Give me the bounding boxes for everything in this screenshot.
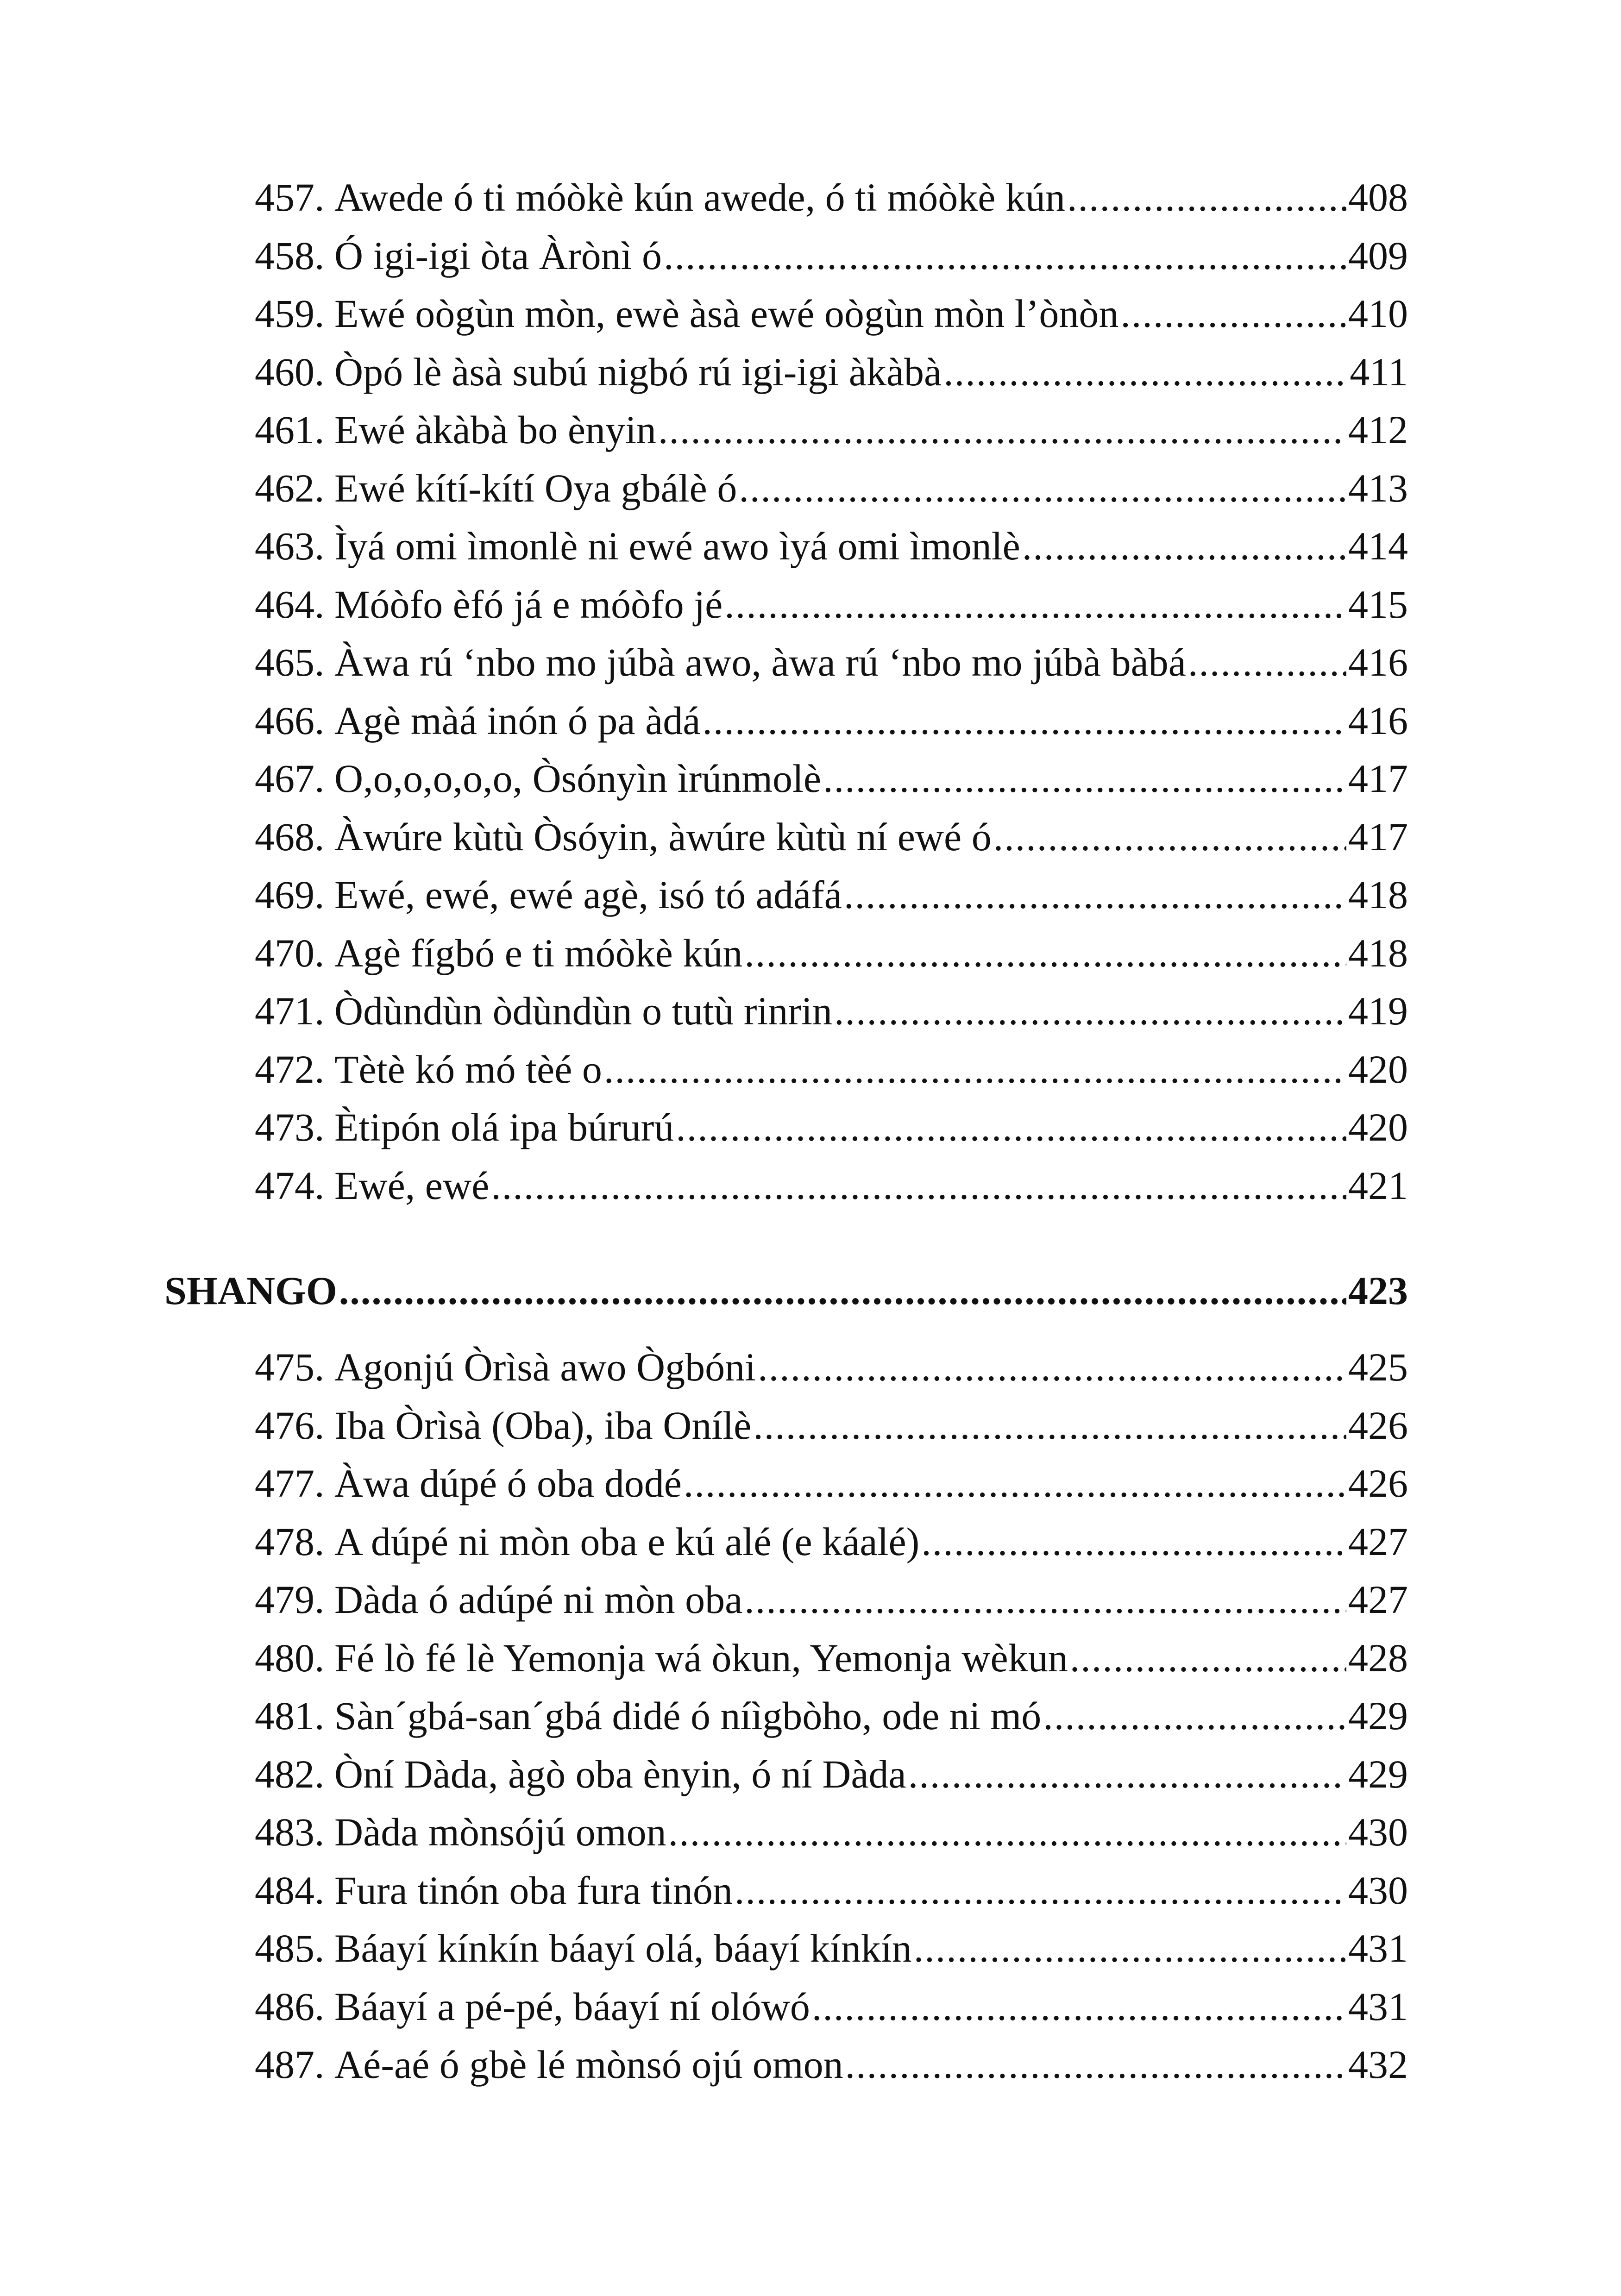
toc-list-bottom: [164, 1338, 1408, 2094]
toc-entry: [255, 1455, 1408, 1513]
entry-number: 465.: [255, 640, 325, 684]
toc-entry: [255, 692, 1408, 750]
entry-title: Fura tinón oba fura tinón: [334, 1868, 733, 1913]
entry-page-number: 430: [1348, 1810, 1408, 1854]
entry-page-number: 427: [1348, 1519, 1408, 1564]
entry-page-number: 430: [1348, 1868, 1408, 1913]
dot-leader: [664, 227, 1346, 285]
entry-number: 459.: [255, 291, 325, 336]
dot-leader: [943, 343, 1348, 401]
dot-leader: [993, 808, 1346, 866]
toc-list-top: [164, 169, 1408, 1215]
dot-leader: [684, 1455, 1346, 1513]
entry-number: 473.: [255, 1105, 325, 1149]
entry-title: Aé-aé ó gbè lé mònsó ojú omon: [334, 2042, 843, 2087]
entry-page-number: 413: [1348, 465, 1408, 510]
dot-leader: [1070, 1629, 1346, 1687]
entry-title: Ewé oògùn mòn, ewè àsà ewé oògùn mòn l’ònòn: [334, 291, 1119, 336]
entry-title: Dàda ó adúpé ni mòn oba: [334, 1577, 743, 1622]
entry-page-number: 420: [1348, 1047, 1408, 1092]
toc-entry: [255, 1571, 1408, 1629]
toc-entry: [255, 982, 1408, 1041]
dot-leader: [1043, 1687, 1346, 1745]
entry-page-number: 421: [1348, 1163, 1408, 1208]
dot-leader: [658, 401, 1346, 459]
entry-page-number: 431: [1348, 1926, 1408, 1970]
entry-number: 466.: [255, 698, 325, 743]
dot-leader: [834, 982, 1346, 1041]
dot-leader: [1067, 169, 1346, 227]
toc-entry: [255, 1687, 1408, 1745]
entry-number: 485.: [255, 1926, 325, 1970]
toc-entry: [255, 576, 1408, 634]
entry-title: Tètè kó mó tèé o: [334, 1047, 602, 1092]
toc-entry: [255, 1920, 1408, 1978]
entry-title: Ètipón olá ipa búrurú: [334, 1105, 674, 1149]
toc-entry: [255, 924, 1408, 983]
entry-page-number: 431: [1348, 1984, 1408, 2029]
entry-number: 461.: [255, 408, 325, 452]
entry-title: Òpó lè àsà subú nigbó rú igi-igi àkàbà: [334, 349, 942, 394]
toc-entry: [255, 1041, 1408, 1099]
entry-title: Agè fígbó e ti móòkè kún: [334, 930, 743, 975]
entry-title: A dúpé ni mòn oba e kú alé (e káalé): [334, 1519, 920, 1564]
toc-entry: [255, 227, 1408, 285]
toc-entry: [255, 1862, 1408, 1920]
dot-leader: [1188, 634, 1346, 692]
dot-leader: [908, 1745, 1346, 1804]
dot-leader: [1022, 517, 1346, 576]
toc-entry: [255, 1157, 1408, 1215]
section-heading-shango: [164, 1262, 1408, 1320]
entry-title: Sàn´gbá-san´gbá didé ó níìgbòho, ode ni mó: [334, 1694, 1042, 1738]
toc-entry: [255, 866, 1408, 924]
entry-number: 458.: [255, 233, 325, 278]
toc-entry: [255, 285, 1408, 343]
entry-number: 483.: [255, 1810, 325, 1854]
entry-page-number: 410: [1348, 291, 1408, 336]
entry-page-number: 428: [1348, 1635, 1408, 1680]
entry-number: 471.: [255, 989, 325, 1033]
entry-title: Agè màá inón ó pa àdá: [334, 698, 701, 743]
entry-title: Àwa dúpé ó oba dodé: [334, 1461, 682, 1506]
entry-number: 486.: [255, 1984, 325, 2029]
dot-leader: [702, 692, 1346, 750]
toc-entry: [255, 343, 1408, 401]
entry-page-number: 426: [1348, 1403, 1408, 1448]
entry-number: 476.: [255, 1403, 325, 1448]
entry-number: 475.: [255, 1345, 325, 1389]
dot-leader: [744, 1571, 1346, 1629]
dot-leader: [676, 1098, 1346, 1157]
entry-page-number: 419: [1348, 989, 1408, 1033]
toc-entry: [255, 1978, 1408, 2036]
entry-title: Ewé, ewé: [334, 1163, 490, 1208]
entry-number: 463.: [255, 524, 325, 568]
entry-number: 477.: [255, 1461, 325, 1506]
entry-number: 487.: [255, 2042, 325, 2087]
entry-title: O,o,o,o,o,o, Òsónyìn ìrúnmolè: [334, 756, 822, 801]
entry-title: Òdùndùn òdùndùn o tutù rinrin: [334, 989, 832, 1033]
entry-title: Móòfo èfó já e móòfo jé: [334, 582, 723, 627]
entry-page-number: 426: [1348, 1461, 1408, 1506]
toc-entry: [255, 808, 1408, 866]
entry-page-number: 418: [1348, 872, 1408, 917]
entry-page-number: 415: [1348, 582, 1408, 627]
entry-title: Báayí kínkín báayí olá, báayí kínkín: [334, 1926, 912, 1970]
entry-page-number: 427: [1348, 1577, 1408, 1622]
dot-leader: [823, 750, 1346, 808]
dot-leader: [739, 459, 1346, 518]
section-page-number: 423: [1348, 1268, 1408, 1313]
dot-leader: [758, 1338, 1346, 1397]
entry-title: Ewé, ewé, ewé agè, isó tó adáfá: [334, 872, 842, 917]
toc-entry: [255, 1803, 1408, 1862]
entry-number: 480.: [255, 1635, 325, 1680]
entry-page-number: 412: [1348, 408, 1408, 452]
dot-leader: [604, 1041, 1346, 1099]
entry-number: 478.: [255, 1519, 325, 1564]
entry-page-number: 432: [1348, 2042, 1408, 2087]
entry-page-number: 420: [1348, 1105, 1408, 1149]
entry-number: 474.: [255, 1163, 325, 1208]
toc-entry: [255, 1745, 1408, 1804]
entry-number: 484.: [255, 1868, 325, 1913]
dot-leader: [914, 1920, 1346, 1978]
entry-number: 457.: [255, 175, 325, 220]
entry-title: Báayí a pé-pé, báayí ní olówó: [334, 1984, 810, 2029]
toc-entry: [255, 401, 1408, 459]
toc-entry: [255, 459, 1408, 518]
dot-leader: [491, 1157, 1346, 1215]
entry-number: 467.: [255, 756, 325, 801]
toc-entry: [255, 169, 1408, 227]
entry-number: 482.: [255, 1751, 325, 1796]
toc-entry: [255, 1338, 1408, 1397]
dot-leader: [339, 1262, 1346, 1320]
toc-entry: [255, 517, 1408, 576]
dot-leader: [1120, 285, 1346, 343]
entry-page-number: 418: [1348, 930, 1408, 975]
entry-title: Ìyá omi ìmonlè ni ewé awo ìyá omi ìmonlè: [334, 524, 1020, 568]
entry-title: Dàda mònsójú omon: [334, 1810, 666, 1854]
section-title: SHANGO: [164, 1268, 337, 1313]
entry-number: 479.: [255, 1577, 325, 1622]
entry-title: Àwúre kùtù Òsóyin, àwúre kùtù ní ewé ó: [334, 814, 992, 859]
entry-title: Ewé kítí-kítí Oya gbálè ó: [334, 465, 737, 510]
entry-number: 469.: [255, 872, 325, 917]
entry-page-number: 417: [1348, 756, 1408, 801]
toc-entry: [255, 634, 1408, 692]
entry-page-number: 429: [1348, 1694, 1408, 1738]
entry-number: 481.: [255, 1694, 325, 1738]
dot-leader: [812, 1978, 1346, 2036]
entry-title: Òní Dàda, àgò oba ènyin, ó ní Dàda: [334, 1751, 906, 1796]
dot-leader: [845, 2036, 1346, 2094]
entry-number: 464.: [255, 582, 325, 627]
toc-entry: [255, 1513, 1408, 1571]
entry-page-number: 417: [1348, 814, 1408, 859]
dot-leader: [668, 1803, 1346, 1862]
entry-page-number: 411: [1350, 349, 1408, 394]
entry-title: Agonjú Òrìsà awo Ògbóni: [334, 1345, 756, 1389]
dot-leader: [744, 924, 1346, 983]
entry-title: Fé lò fé lè Yemonja wá òkun, Yemonja wèkun: [334, 1635, 1068, 1680]
dot-leader: [735, 1862, 1346, 1920]
entry-page-number: 409: [1348, 233, 1408, 278]
toc-entry: [255, 2036, 1408, 2094]
entry-title: Awede ó ti móòkè kún awede, ó ti móòkè kún: [334, 175, 1065, 220]
dot-leader: [753, 1397, 1346, 1455]
dot-leader: [844, 866, 1346, 924]
dot-leader: [724, 576, 1346, 634]
entry-page-number: 425: [1348, 1345, 1408, 1389]
entry-page-number: 414: [1348, 524, 1408, 568]
entry-number: 468.: [255, 814, 325, 859]
toc-entry: [255, 1629, 1408, 1687]
entry-page-number: 429: [1348, 1751, 1408, 1796]
toc-entry: [255, 750, 1408, 808]
toc-entry: [255, 1098, 1408, 1157]
entry-page-number: 416: [1348, 640, 1408, 684]
entry-number: 462.: [255, 465, 325, 510]
entry-page-number: 408: [1348, 175, 1408, 220]
entry-title: Àwa rú ‘nbo mo júbà awo, àwa rú ‘nbo mo júbà bàbá: [334, 640, 1186, 684]
entry-title: Ó igi-igi òta Àrònì ó: [334, 233, 662, 278]
entry-number: 472.: [255, 1047, 325, 1092]
entry-number: 460.: [255, 349, 325, 394]
entry-number: 470.: [255, 930, 325, 975]
dot-leader: [921, 1513, 1346, 1571]
toc-entry: [255, 1397, 1408, 1455]
entry-title: Iba Òrìsà (Oba), iba Onílè: [334, 1403, 752, 1448]
entry-title: Ewé àkàbà bo ènyin: [334, 408, 656, 452]
entry-page-number: 416: [1348, 698, 1408, 743]
